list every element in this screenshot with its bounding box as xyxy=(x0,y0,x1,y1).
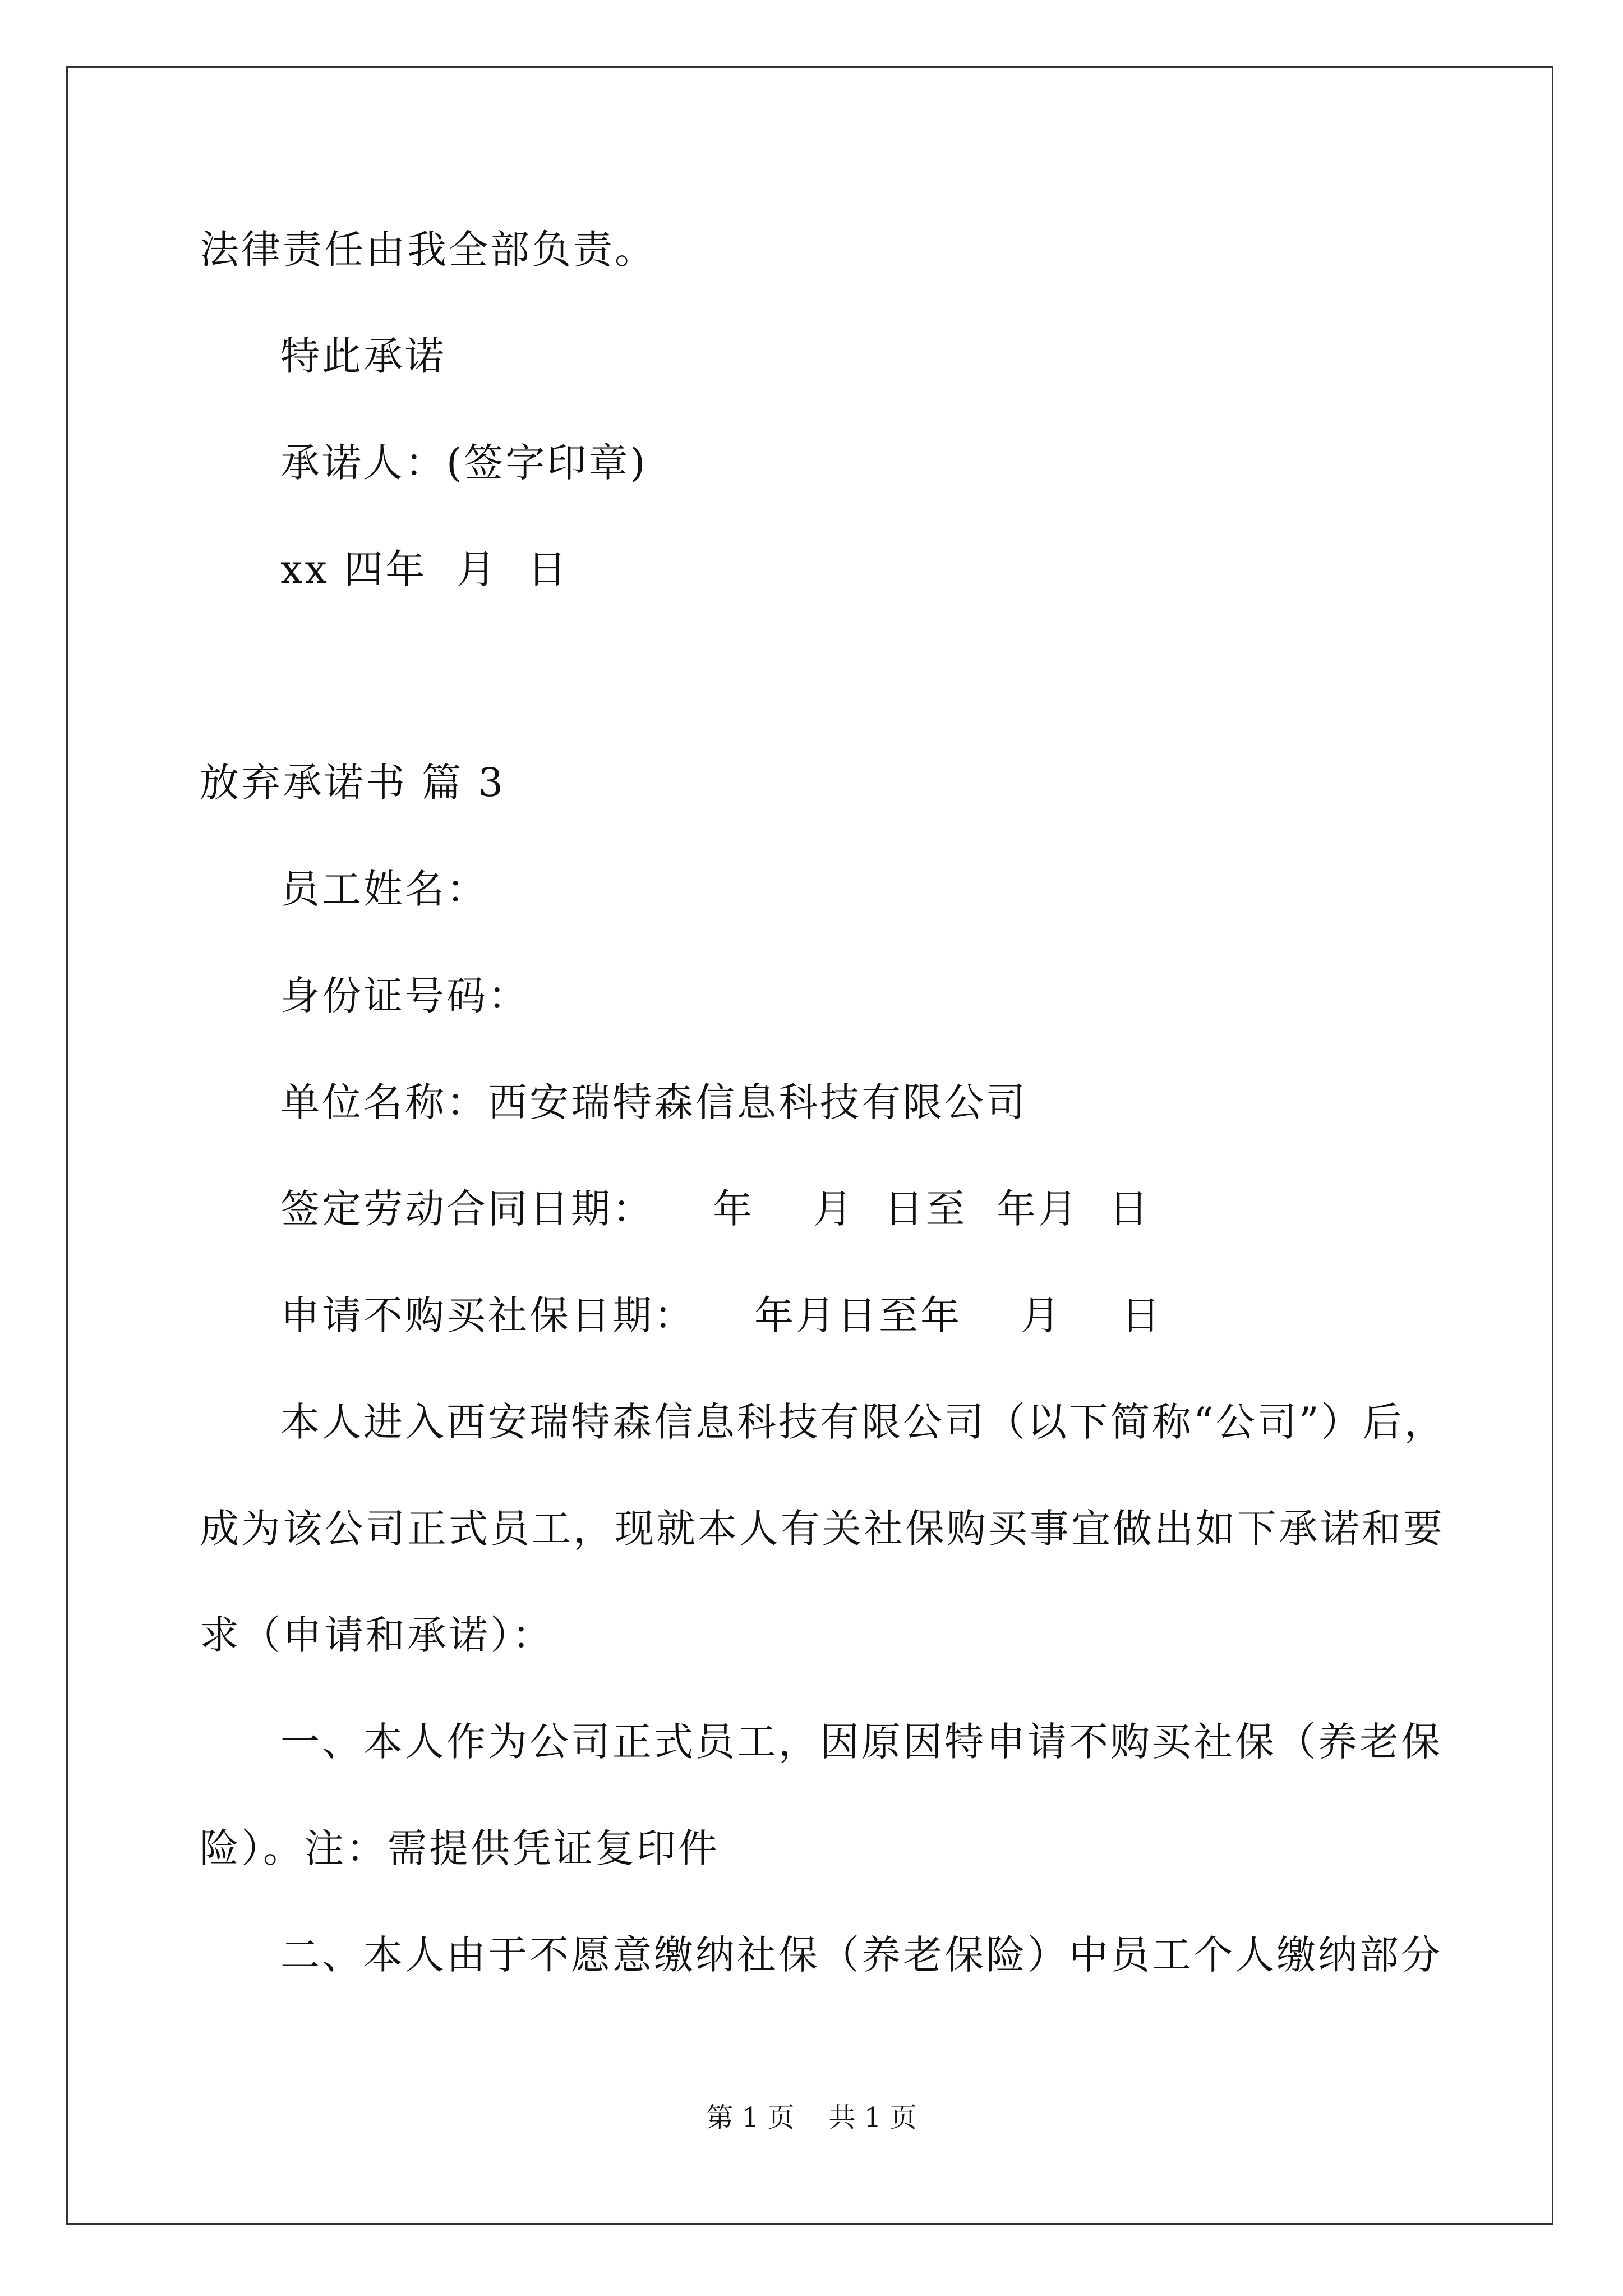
text-line-6: 员工姓名： xyxy=(280,866,488,912)
text-line-12: 成为该公司正式员工，现就本人有关社保购买事宜做出如下承诺和要 xyxy=(200,1506,1445,1552)
text-line-2: 特此承诺 xyxy=(280,333,446,379)
text-line-11: 本人进入西安瑞特森信息科技有限公司（以下简称“公司”）后， xyxy=(280,1399,1446,1445)
text-line-13: 求（申请和承诺）： xyxy=(200,1612,554,1658)
section-heading: 放弃承诺书 篇 3 xyxy=(200,760,506,806)
text-line-10: 申请不购买社保日期： 年月日至年 月 日 xyxy=(280,1292,1163,1338)
text-line-14: 一、本人作为公司正式员工，因原因特申请不购买社保（养老保 xyxy=(280,1719,1442,1765)
text-line-9: 签定劳动合同日期： 年 月 日至 年月 日 xyxy=(280,1186,1151,1232)
text-line-4: xx 四年 月 日 xyxy=(280,546,569,592)
page-footer: 第 1 页 共 1 页 xyxy=(706,2102,917,2133)
page-border xyxy=(66,66,1553,2225)
text-line-8: 单位名称：西安瑞特森信息科技有限公司 xyxy=(280,1079,1027,1125)
text-line-1: 法律责任由我全部负责。 xyxy=(200,227,656,273)
text-line-15: 险）。注：需提供凭证复印件 xyxy=(200,1825,720,1871)
text-line-7: 身份证号码： xyxy=(280,973,529,1019)
text-line-3: 承诺人：(签字印章) xyxy=(280,440,648,486)
text-line-16: 二、本人由于不愿意缴纳社保（养老保险）中员工个人缴纳部分 xyxy=(280,1932,1442,1978)
